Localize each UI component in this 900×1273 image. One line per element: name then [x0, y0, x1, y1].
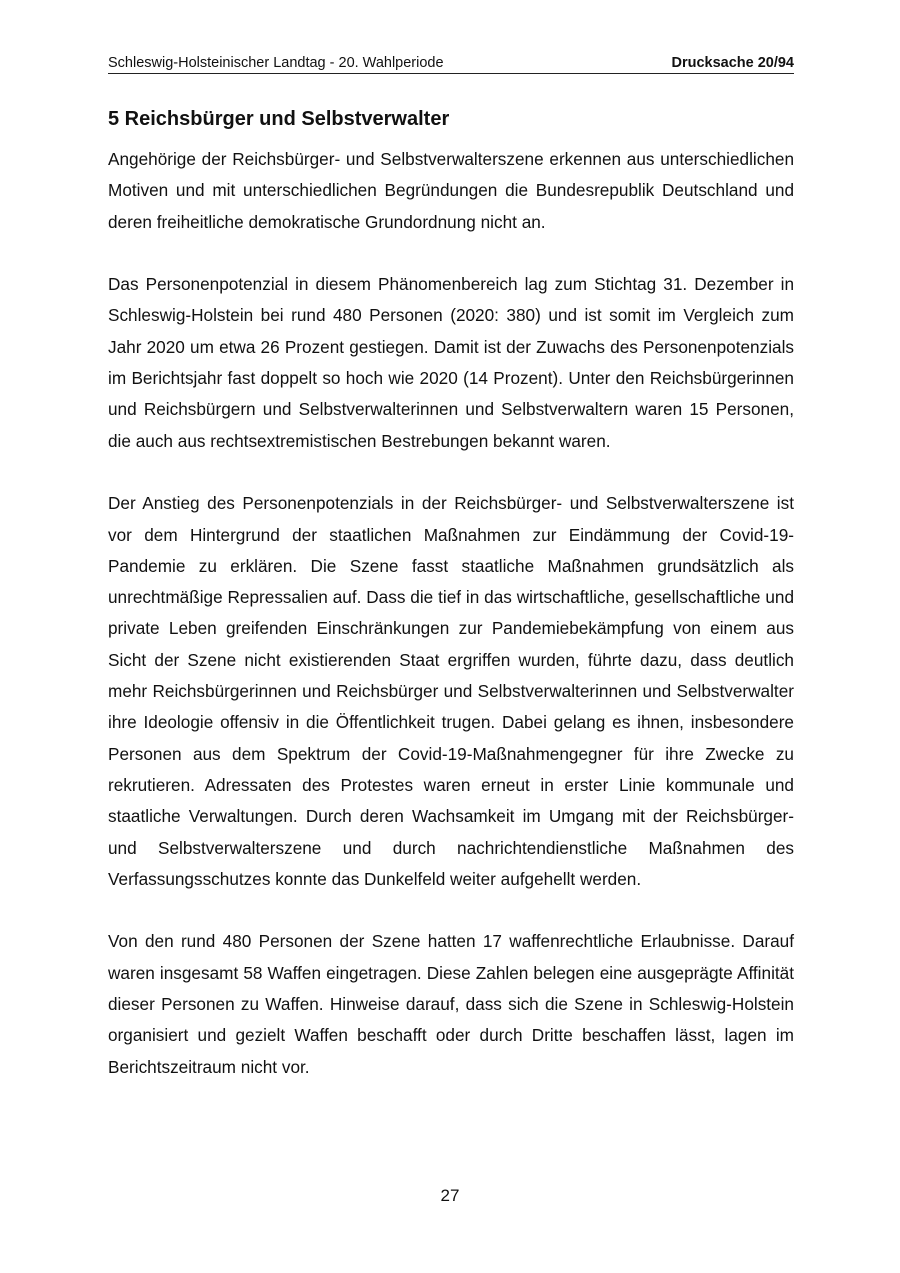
page-header — [108, 54, 794, 74]
paragraph-anstieg: Der Anstieg des Personenpotenzials in der Reichsbürger- und Selbstverwalterszene ist vor dem Hintergrund der staatlichen Maßnahmen zur Eindämmung der Covid-19-Pandemie zu erklären. Die Szene fasst staatliche Maßnahmen grundsätzlich als unrechtmäßige Repressalien auf. Dass die tief in das wirtschaftliche, gesellschaftliche und private Leben greifenden Einschränkungen zur Pandemiebekämpfung von einem aus Sicht der Szene nicht existierenden Staat ergriffen wurden, führte dazu, dass deutlich mehr Reichsbürgerinnen und Reichsbürger und Selbstverwalterinnen und Selbstverwalter ihre Ideologie offensiv in die Öffentlichkeit trugen. Dabei gelang es ihnen, insbesondere Personen aus dem Spektrum der Covid-19-Maßnahmengegner für ihre Zwecke zu rekrutieren. Adressaten des Protestes waren erneut in erster Linie kommunale und staatliche Verwaltungen. Durch deren Wachsamkeit im Umgang mit der Reichsbürger- und Selbstverwalterszene und durch nachrichtendienstliche Maßnahmen des Verfassungsschutzes konnte das Dunkelfeld weiter aufgehellt werden. — [108, 493, 794, 889]
paragraph-intro: Angehörige der Reichsbürger- und Selbstverwalterszene erkennen aus unterschiedlichen Motiven und mit unterschiedlichen Begründungen die Bundesrepublik Deutschland und deren freiheitliche demokratische Grundordnung nicht an. — [108, 149, 794, 232]
header-parliament-title: Schleswig-Holsteinischer Landtag - 20. Wahlperiode — [108, 55, 444, 71]
paragraph-waffen: Von den rund 480 Personen der Szene hatten 17 waffenrechtliche Erlaubnisse. Darauf waren insgesamt 58 Waffen eingetragen. Diese Zahlen belegen eine ausgeprägte Affinität dieser Personen zu Waffen. Hinweise darauf, dass sich die Szene in Schleswig-Holstein organisiert und gezielt Waffen beschafft oder durch Dritte beschaffen lässt, lagen im Berichtszeitraum nicht vor. — [108, 931, 794, 1077]
header-document-number: Drucksache 20/94 — [671, 55, 794, 71]
body-text — [108, 144, 794, 1114]
page-number: 27 — [440, 1186, 460, 1205]
paragraph-personenpotenzial: Das Personenpotenzial in diesem Phänomenbereich lag zum Stichtag 31. Dezember in Schleswig-Holstein bei rund 480 Personen (2020: 380) und ist somit im Vergleich zum Jahr 2020 um etwa 26 Prozent gestiegen. Damit ist der Zuwachs des Personenpotenzials im Berichtsjahr fast doppelt so hoch wie 2020 (14 Prozent). Unter den Reichsbürgerinnen und Reichsbürgern und Selbstverwalterinnen und Selbstverwaltern waren 15 Personen, die auch aus rechtsextremistischen Bestrebungen bekannt waren. — [108, 274, 794, 451]
section-heading: 5 Reichsbürger und Selbstverwalter — [108, 108, 450, 130]
